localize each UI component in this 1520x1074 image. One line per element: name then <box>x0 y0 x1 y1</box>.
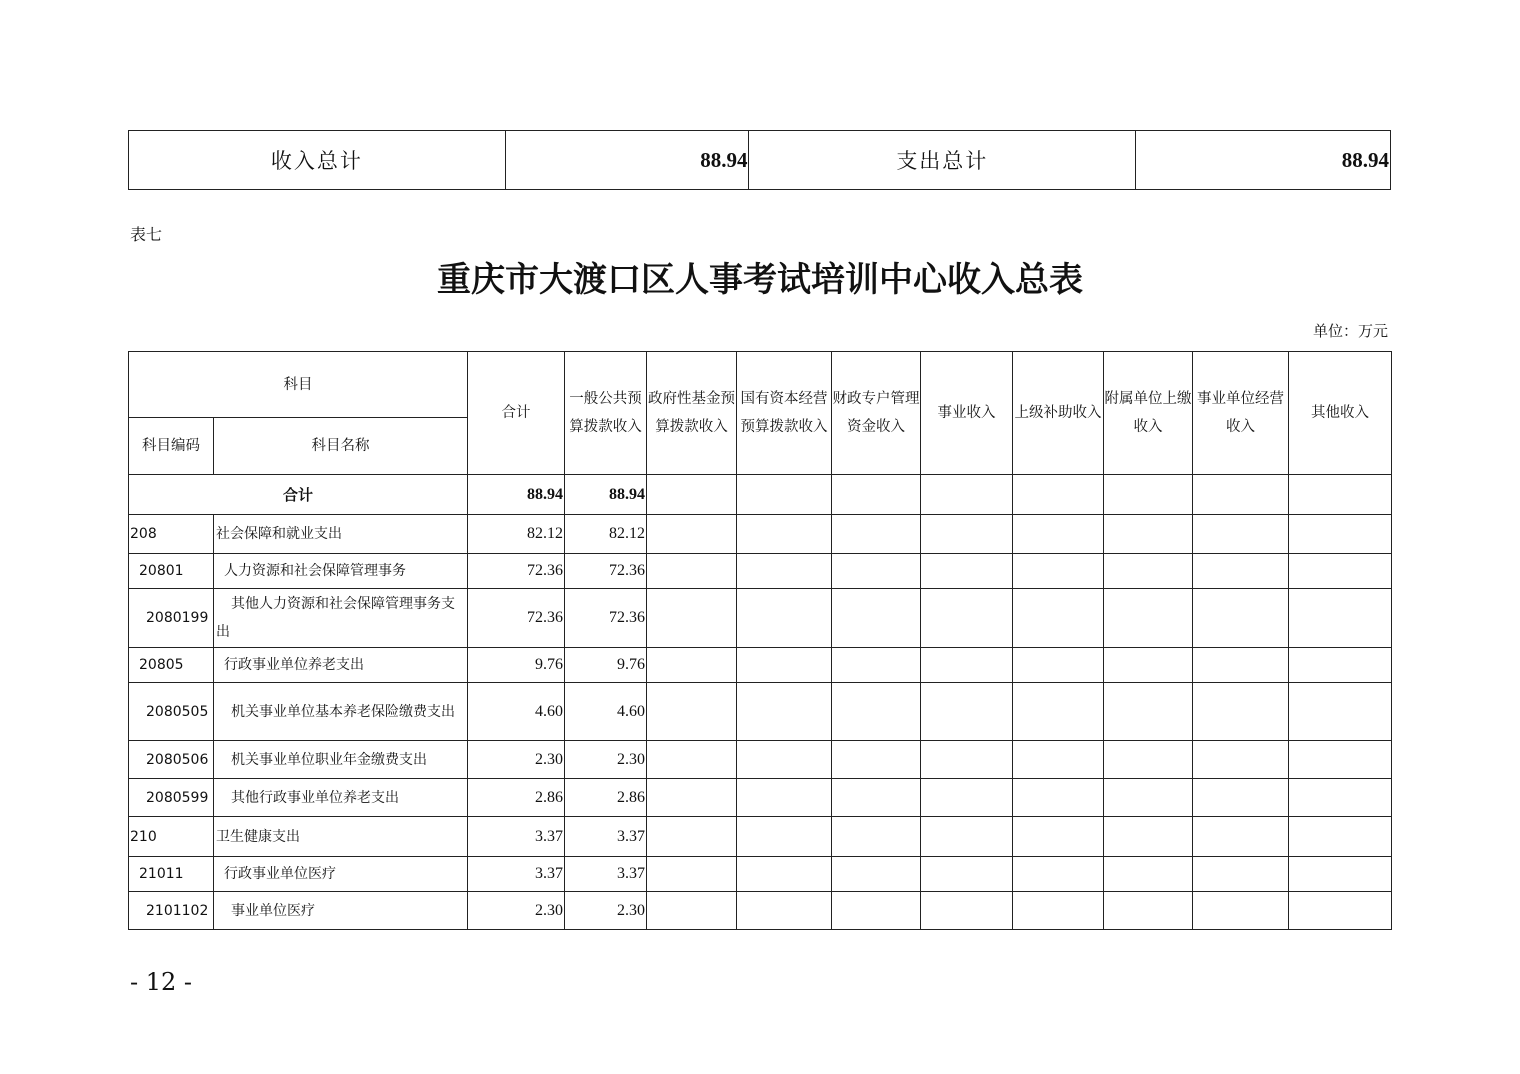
row-name: 事业单位医疗 <box>214 892 468 930</box>
table-row <box>129 683 1392 741</box>
row-code: 2080506 <box>129 741 214 779</box>
table-row <box>129 741 1392 779</box>
table-number: 表七 <box>130 225 163 244</box>
row-total: 2.30 <box>468 892 565 930</box>
header-affiliated: 附属单位上缴收入 <box>1104 352 1193 475</box>
page-number: - 12 - <box>130 968 193 996</box>
table-row <box>129 554 1392 589</box>
page-title: 重庆市大渡口区人事考试培训中心收入总表 <box>437 260 1083 300</box>
row-general: 2.30 <box>565 892 647 930</box>
total-row <box>129 475 1392 515</box>
income-table <box>128 351 1392 930</box>
unit-label: 单位：万元 <box>1312 322 1388 340</box>
table-row <box>129 857 1392 892</box>
header-name: 科目名称 <box>214 418 468 475</box>
row-code: 208 <box>129 515 214 554</box>
row-general: 3.37 <box>565 857 647 892</box>
income-total-value: 88.94 <box>505 131 749 190</box>
row-total: 9.76 <box>468 648 565 683</box>
header-general-budget: 一般公共预算拨款收入 <box>565 352 647 475</box>
header-fiscal-special: 财政专户管理资金收入 <box>832 352 921 475</box>
row-name: 机关事业单位职业年金缴费支出 <box>214 741 468 779</box>
row-total: 2.86 <box>468 779 565 817</box>
row-code: 21011 <box>129 857 214 892</box>
header-other: 其他收入 <box>1289 352 1392 475</box>
header-operating: 事业单位经营收入 <box>1193 352 1289 475</box>
table-row <box>129 648 1392 683</box>
expense-total-value: 88.94 <box>1136 131 1391 190</box>
table-row <box>129 892 1392 930</box>
header-business-income: 事业收入 <box>921 352 1013 475</box>
row-general: 4.60 <box>565 683 647 741</box>
row-total: 3.37 <box>468 817 565 857</box>
row-name: 机关事业单位基本养老保险缴费支出 <box>214 683 468 741</box>
row-general: 72.36 <box>565 589 647 648</box>
total-row-label: 合计 <box>129 475 468 515</box>
row-total: 2.30 <box>468 741 565 779</box>
row-total: 3.37 <box>468 857 565 892</box>
row-code: 20805 <box>129 648 214 683</box>
row-general: 3.37 <box>565 817 647 857</box>
header-code: 科目编码 <box>129 418 214 475</box>
row-name: 社会保障和就业支出 <box>214 515 468 554</box>
header-state-capital: 国有资本经营预算拨款收入 <box>737 352 832 475</box>
row-name: 人力资源和社会保障管理事务 <box>214 554 468 589</box>
row-total: 72.36 <box>468 554 565 589</box>
row-name: 行政事业单位医疗 <box>214 857 468 892</box>
row-name: 卫生健康支出 <box>214 817 468 857</box>
row-general: 82.12 <box>565 515 647 554</box>
total-row-total: 88.94 <box>468 475 565 515</box>
table-row <box>129 515 1392 554</box>
row-total: 72.36 <box>468 589 565 648</box>
row-code: 2080599 <box>129 779 214 817</box>
total-row-general: 88.94 <box>565 475 647 515</box>
row-code: 210 <box>129 817 214 857</box>
header-superior-subsidy: 上级补助收入 <box>1013 352 1104 475</box>
row-code: 20801 <box>129 554 214 589</box>
row-name: 其他人力资源和社会保障管理事务支出 <box>214 589 468 648</box>
table-row <box>129 779 1392 817</box>
row-general: 2.86 <box>565 779 647 817</box>
row-code: 2080505 <box>129 683 214 741</box>
row-name: 其他行政事业单位养老支出 <box>214 779 468 817</box>
header-subject: 科目 <box>129 352 468 418</box>
row-general: 72.36 <box>565 554 647 589</box>
table-row <box>129 589 1392 648</box>
row-general: 9.76 <box>565 648 647 683</box>
table-row <box>129 817 1392 857</box>
row-code: 2080199 <box>129 589 214 648</box>
header-total: 合计 <box>468 352 565 475</box>
income-total-label: 收入总计 <box>129 131 506 190</box>
header-gov-fund: 政府性基金预算拨款收入 <box>647 352 737 475</box>
summary-row <box>129 131 1391 190</box>
header-row-1 <box>129 352 1392 418</box>
summary-table <box>128 130 1391 190</box>
row-total: 4.60 <box>468 683 565 741</box>
expense-total-label: 支出总计 <box>749 131 1136 190</box>
row-general: 2.30 <box>565 741 647 779</box>
row-code: 2101102 <box>129 892 214 930</box>
row-total: 82.12 <box>468 515 565 554</box>
row-name: 行政事业单位养老支出 <box>214 648 468 683</box>
